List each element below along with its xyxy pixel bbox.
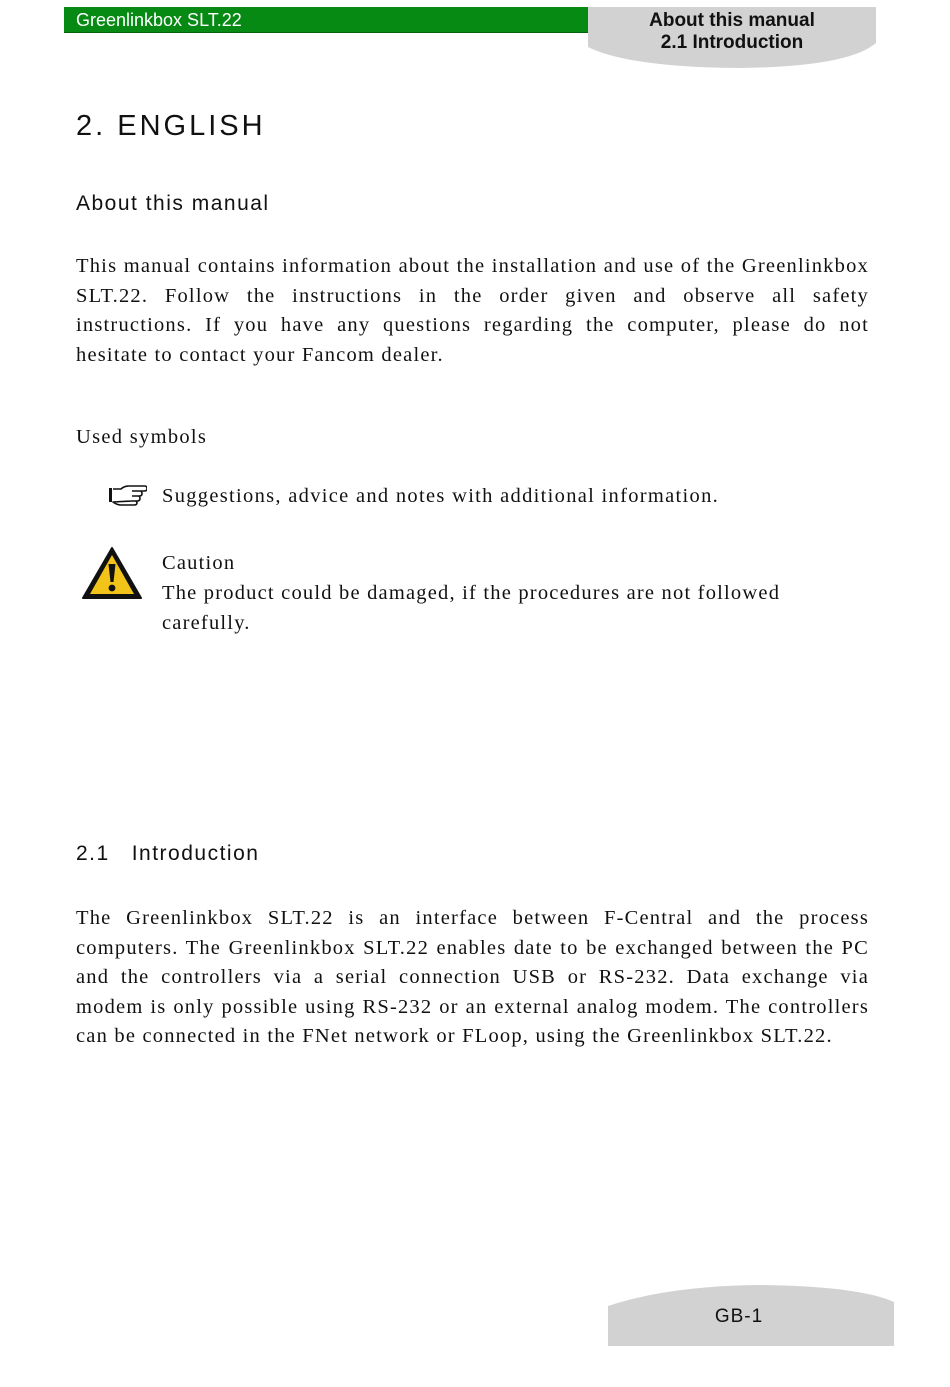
caution-title: Caution: [162, 552, 236, 574]
header-subsection: 2.1 Introduction: [660, 32, 804, 53]
caution-block: [162, 548, 862, 638]
intro-heading: 2.1 Introduction: [76, 842, 260, 865]
header-section-tab: [588, 7, 876, 69]
pointing-hand-icon: [107, 484, 147, 506]
footer-tab: [608, 1284, 894, 1346]
header-tab-text: [588, 10, 876, 54]
intro-paragraph: The Greenlinkbox SLT.22 is an interface between F-Central and the process computers. The Greenlinkbox SLT.22 enables date to be exchanged between the PC and the controllers via a serial connection USB or RS-232. Data exchange via modem is only possible using RS-232 or an external analog modem. The controllers can be connected in the FNet network or FLoop, using the Greenlinkbox SLT.22.: [76, 907, 869, 1047]
header-bar: [64, 7, 588, 33]
header-section: About this manual: [649, 10, 815, 31]
caution-text: The product could be damaged, if the procedures are not followed carefully.: [162, 582, 781, 634]
page-number: GB-1: [714, 1306, 764, 1327]
warning-triangle-icon: [81, 546, 143, 600]
symbols-heading: Used symbols: [76, 426, 208, 448]
about-heading: About this manual: [76, 192, 270, 215]
product-title: Greenlinkbox SLT.22: [76, 10, 242, 30]
about-paragraph: This manual contains information about the installation and use of the Greenlinkbox SLT.22. Follow the instructions in the order given and observe all safety instructions. If you have any questions regarding the computer, please do not hesitate to contact your Fancom dealer.: [76, 255, 869, 366]
chapter-title: 2. ENGLISH: [76, 110, 266, 142]
hand-symbol-text: Suggestions, advice and notes with additional information.: [162, 485, 720, 507]
